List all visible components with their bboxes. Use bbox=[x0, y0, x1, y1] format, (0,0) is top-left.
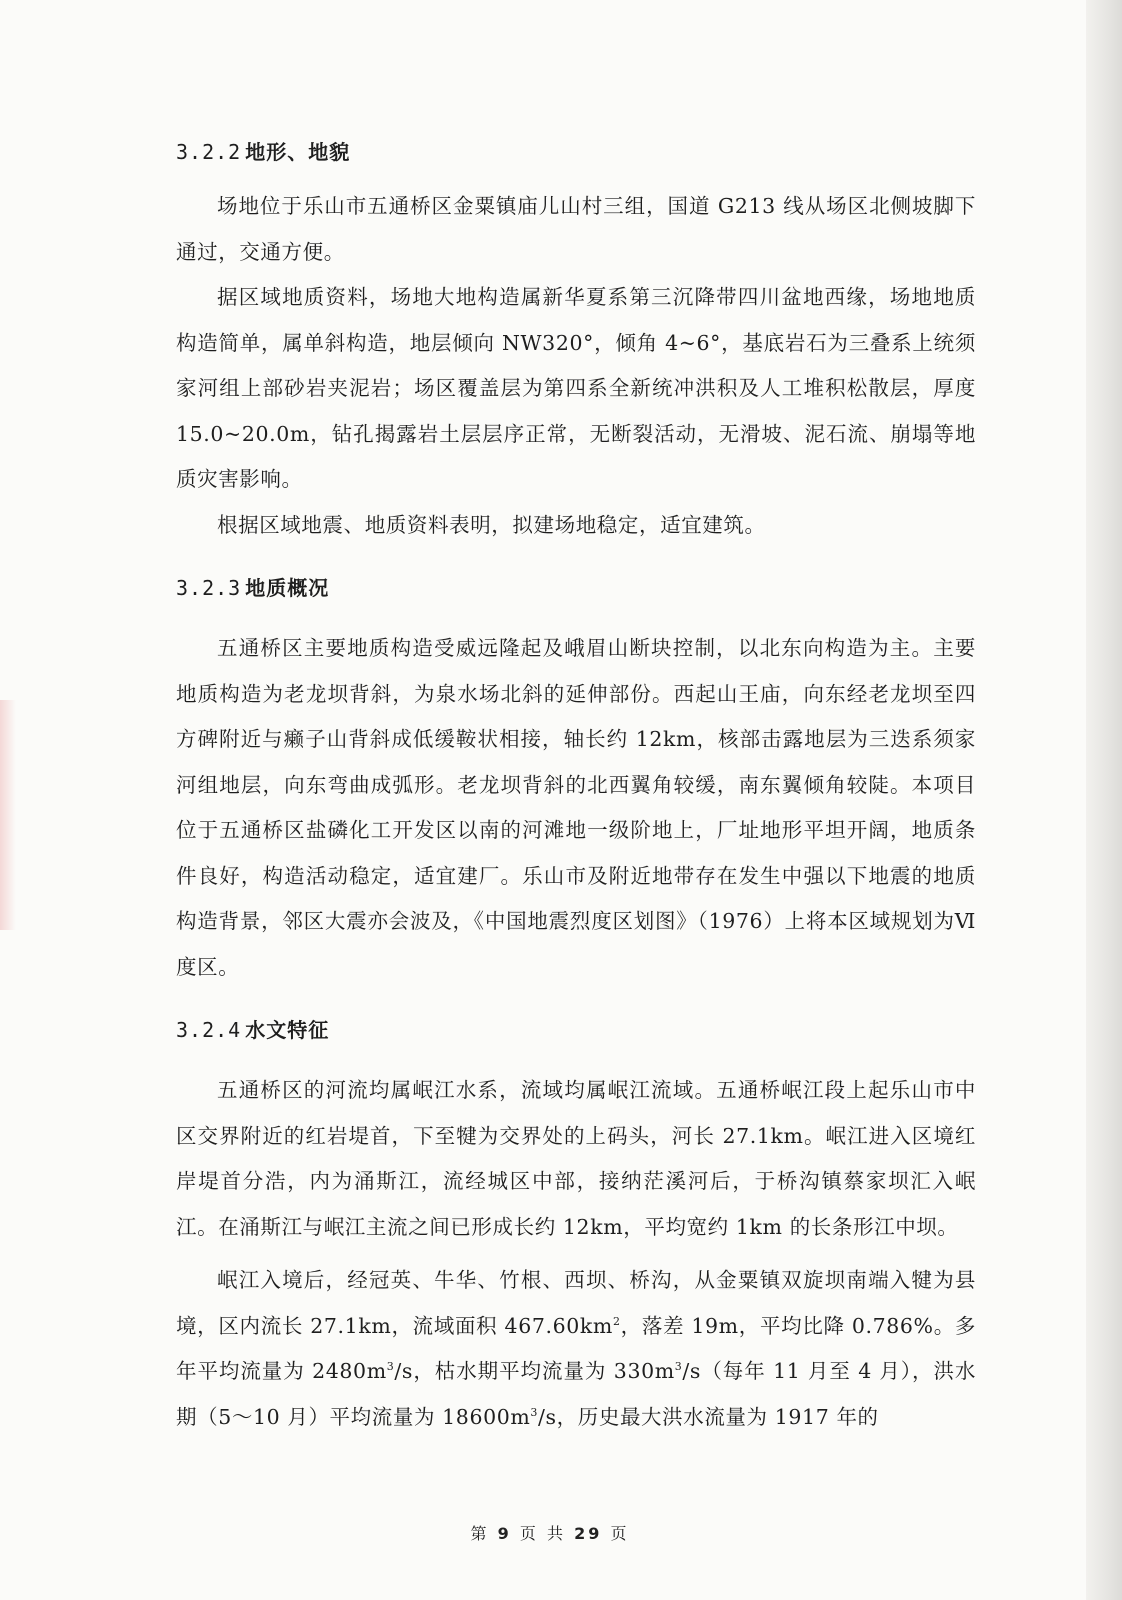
text-run: /s（每年 11 月至 4 月），洪水期（5～10 月）平均流量为 18600m bbox=[176, 1359, 976, 1429]
section-3-2-4 bbox=[176, 1010, 976, 1440]
total-page-number: 29 bbox=[574, 1524, 603, 1543]
superscript: 3 bbox=[386, 1360, 395, 1374]
section-heading bbox=[176, 1010, 976, 1050]
page-footer bbox=[0, 1521, 1100, 1544]
paragraph: 据区域地质资料，场地大地构造属新华夏系第三沉降带四川盆地西缘，场地地质构造简单，属单斜构造，地层倾向 NW320°，倾角 4~6°，基底岩石为三叠系上统须家河组上部砂岩夹泥岩；场区覆盖层为第四系全新统冲洪积及人工堆积松散层，厚度 15.0~20.0m，钻孔揭露岩土层层序正常，无断裂活动，无滑坡、泥石流、崩塌等地质灾害影响。 bbox=[176, 285, 976, 491]
section-3-2-2 bbox=[176, 132, 976, 548]
section-number: 3.2.3 bbox=[176, 576, 242, 600]
section-title: 地形、地貌 bbox=[245, 140, 351, 164]
text-run: 岷江入境后，经冠英、牛华、竹根、西坝、桥沟，从金粟镇双旋坝南端入犍为县境，区内流长 27.1km，流域面积 467.60km bbox=[176, 1268, 976, 1338]
section-heading bbox=[176, 132, 976, 172]
section-3-2-3 bbox=[176, 568, 976, 990]
superscript: 2 bbox=[612, 1314, 621, 1328]
section-number: 3.2.2 bbox=[176, 140, 242, 164]
footer-middle: 页 共 bbox=[519, 1524, 566, 1543]
superscript: 3 bbox=[530, 1405, 539, 1419]
superscript: 3 bbox=[674, 1360, 683, 1374]
paragraph: 五通桥区主要地质构造受威远隆起及峨眉山断块控制，以北东向构造为主。主要地质构造为老龙坝背斜，为泉水场北斜的延伸部份。西起山王庙，向东经老龙坝至四方碑附近与癞子山背斜成低缓鞍状相接，轴长约 12km，核部击露地层为三迭系须家河组地层，向东弯曲成弧形。老龙坝背斜的北西翼角较缓，南东翼倾角较陡。本项目位于五通桥区盐磷化工开发区以南的河滩地一级阶地上，厂址地形平坦开阔，地质条件良好，构造活动稳定，适宜建厂。乐山市及附近地带存在发生中强以下地震的地质构造背景，邻区大震亦会波及，《中国地震烈度区划图》（1976）上将本区域规划为Ⅵ度区。 bbox=[176, 636, 976, 979]
section-title: 地质概况 bbox=[245, 576, 330, 600]
scan-edge-mark bbox=[0, 700, 16, 930]
paragraph: 场地位于乐山市五通桥区金粟镇庙儿山村三组，国道 G213 线从场区北侧坡脚下通过，交通方便。 bbox=[176, 194, 976, 264]
paragraph: 根据区域地震、地质资料表明，拟建场地稳定，适宜建筑。 bbox=[217, 512, 766, 537]
section-heading bbox=[176, 568, 976, 608]
paragraph-hydrology-flow bbox=[176, 1258, 976, 1440]
paragraph: 五通桥区的河流均属岷江水系，流域均属岷江流域。五通桥岷江段上起乐山市中区交界附近的红岩堤首，下至犍为交界处的上码头，河长 27.1km。岷江进入区境红岸堤首分浩，内为涌斯江，流经城区中部，接纳茫溪河后，于桥沟镇蔡家坝汇入岷江。在涌斯江与岷江主流之间已形成长约 12km，平均宽约 1km 的长条形江中坝。 bbox=[176, 1078, 976, 1239]
text-run: ，落差 19m，平均比降 0.786%。多年平均流量为 2480m bbox=[176, 1313, 976, 1383]
document-body bbox=[176, 132, 976, 1440]
section-number: 3.2.4 bbox=[176, 1018, 242, 1042]
section-title: 水文特征 bbox=[245, 1018, 330, 1042]
current-page-number: 9 bbox=[497, 1524, 512, 1543]
scan-page-edge bbox=[1086, 0, 1122, 1600]
text-run: /s，历史最大洪水流量为 1917 年的 bbox=[538, 1404, 879, 1429]
footer-prefix: 第 bbox=[470, 1524, 490, 1543]
footer-suffix: 页 bbox=[610, 1524, 630, 1543]
text-run: /s，枯水期平均流量为 330m bbox=[394, 1359, 675, 1383]
